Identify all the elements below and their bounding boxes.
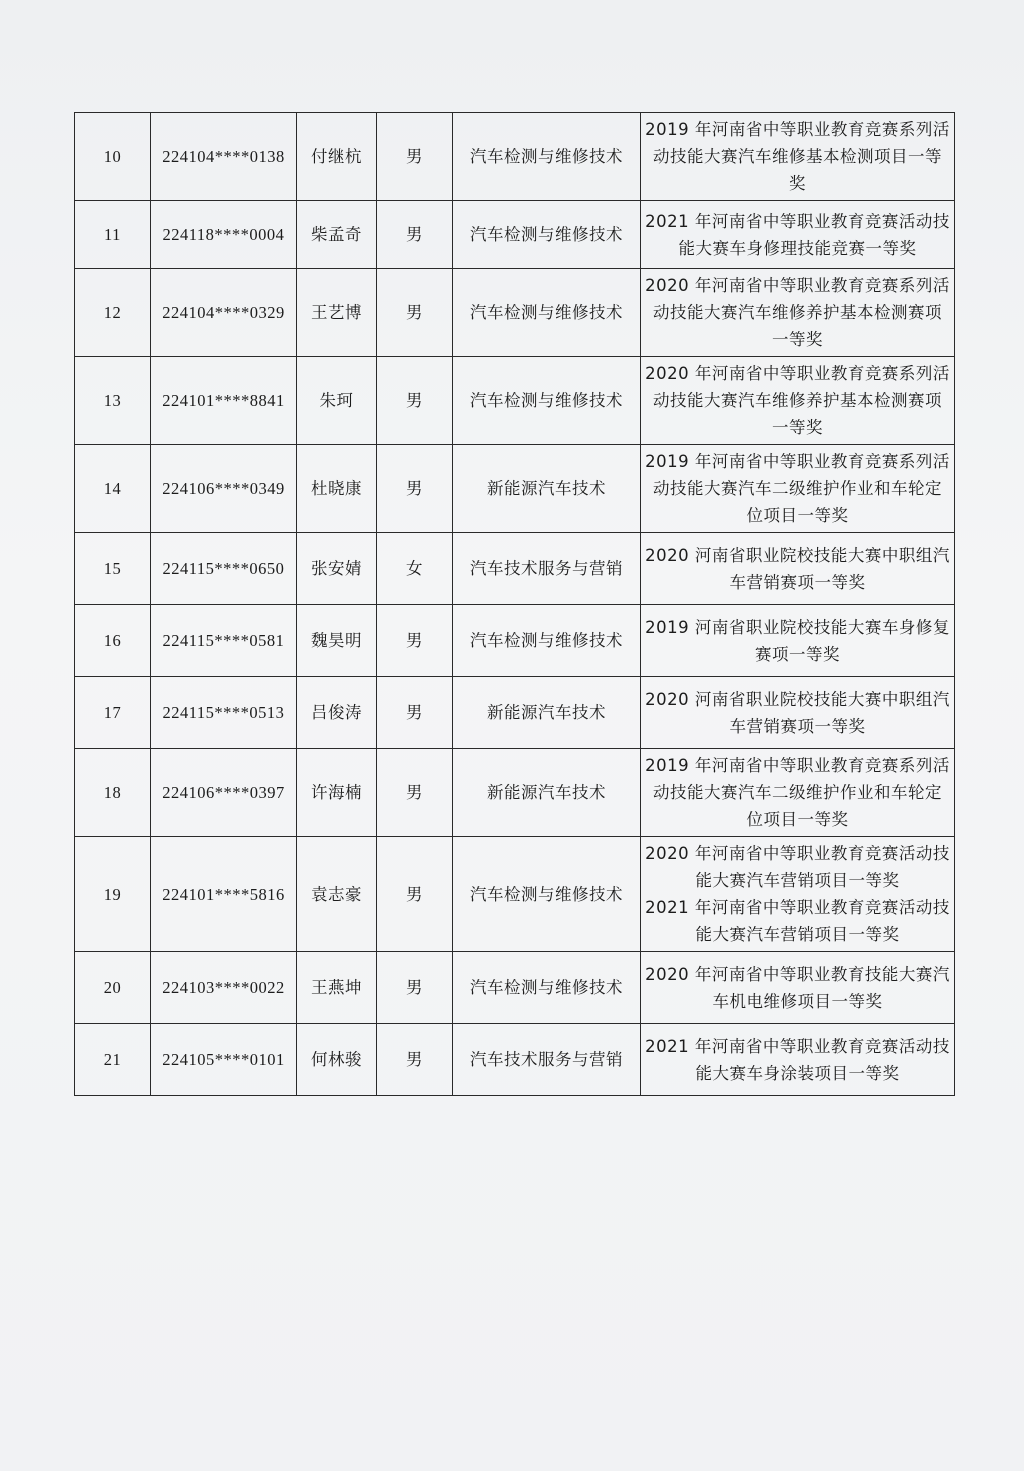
row-number: 21 (75, 1024, 151, 1096)
award-line: 2020 年河南省中等职业教育竞赛活动技能大赛汽车营销项目一等奖 (645, 844, 950, 890)
row-number: 20 (75, 952, 151, 1024)
student-name: 魏昊明 (297, 605, 377, 677)
row-number: 14 (75, 445, 151, 533)
award-line: 2019 年河南省中等职业教育竞赛系列活动技能大赛汽车二级维护作业和车轮定位项目一等奖 (645, 452, 950, 525)
award-description (641, 749, 955, 837)
row-number: 18 (75, 749, 151, 837)
student-id: 224105****0101 (151, 1024, 297, 1096)
award-line: 2020 河南省职业院校技能大赛中职组汽车营销赛项一等奖 (645, 545, 950, 592)
award-line: 2019 河南省职业院校技能大赛车身修复赛项一等奖 (645, 617, 950, 664)
student-major: 汽车检测与维修技术 (453, 837, 641, 952)
student-gender: 男 (377, 952, 453, 1024)
award-line: 2020 年河南省中等职业教育竞赛系列活动技能大赛汽车维修养护基本检测赛项一等奖 (645, 276, 950, 349)
student-major: 新能源汽车技术 (453, 677, 641, 749)
row-number: 15 (75, 533, 151, 605)
award-description (641, 113, 955, 201)
student-major: 汽车检测与维修技术 (453, 269, 641, 357)
student-major: 新能源汽车技术 (453, 445, 641, 533)
student-name: 许海楠 (297, 749, 377, 837)
student-gender: 男 (377, 113, 453, 201)
award-line: 2021 年河南省中等职业教育竞赛活动技能大赛车身修理技能竞赛一等奖 (645, 211, 950, 258)
student-name: 袁志豪 (297, 837, 377, 952)
row-number: 10 (75, 113, 151, 201)
student-gender: 男 (377, 445, 453, 533)
student-name: 柴孟奇 (297, 201, 377, 269)
award-description (641, 445, 955, 533)
row-number: 16 (75, 605, 151, 677)
award-description (641, 837, 955, 952)
table-row (75, 677, 955, 749)
student-name: 王艺博 (297, 269, 377, 357)
table-row (75, 1024, 955, 1096)
table-row (75, 533, 955, 605)
student-gender: 男 (377, 677, 453, 749)
award-line: 2019 年河南省中等职业教育竞赛系列活动技能大赛汽车维修基本检测项目一等奖 (645, 120, 950, 193)
student-gender: 男 (377, 837, 453, 952)
table-row (75, 357, 955, 445)
student-id: 224104****0329 (151, 269, 297, 357)
student-name: 朱珂 (297, 357, 377, 445)
student-name: 吕俊涛 (297, 677, 377, 749)
student-major: 汽车检测与维修技术 (453, 357, 641, 445)
student-id: 224118****0004 (151, 201, 297, 269)
row-number: 17 (75, 677, 151, 749)
table-row (75, 837, 955, 952)
student-gender: 男 (377, 1024, 453, 1096)
table-row (75, 113, 955, 201)
student-major: 新能源汽车技术 (453, 749, 641, 837)
student-gender: 男 (377, 269, 453, 357)
award-roster-table (74, 112, 955, 1096)
student-gender: 女 (377, 533, 453, 605)
award-line: 2019 年河南省中等职业教育竞赛系列活动技能大赛汽车二级维护作业和车轮定位项目一等奖 (645, 756, 950, 829)
award-line: 2021 年河南省中等职业教育竞赛活动技能大赛车身涂装项目一等奖 (645, 1036, 950, 1083)
student-gender: 男 (377, 749, 453, 837)
student-id: 224101****8841 (151, 357, 297, 445)
award-description (641, 605, 955, 677)
student-name: 张安婧 (297, 533, 377, 605)
row-number: 13 (75, 357, 151, 445)
table-row (75, 749, 955, 837)
award-description (641, 677, 955, 749)
student-id: 224106****0349 (151, 445, 297, 533)
student-gender: 男 (377, 357, 453, 445)
award-description (641, 952, 955, 1024)
award-description (641, 533, 955, 605)
table-body (75, 113, 955, 1096)
student-major: 汽车检测与维修技术 (453, 605, 641, 677)
award-line: 2021 年河南省中等职业教育竞赛活动技能大赛汽车营销项目一等奖 (645, 898, 950, 944)
student-major: 汽车技术服务与营销 (453, 1024, 641, 1096)
table-row (75, 445, 955, 533)
student-name: 何林骏 (297, 1024, 377, 1096)
student-major: 汽车检测与维修技术 (453, 201, 641, 269)
award-line: 2020 年河南省中等职业教育竞赛系列活动技能大赛汽车维修养护基本检测赛项一等奖 (645, 364, 950, 437)
student-id: 224115****0513 (151, 677, 297, 749)
row-number: 19 (75, 837, 151, 952)
student-name: 杜晓康 (297, 445, 377, 533)
student-major: 汽车检测与维修技术 (453, 113, 641, 201)
row-number: 12 (75, 269, 151, 357)
student-major: 汽车检测与维修技术 (453, 952, 641, 1024)
award-line: 2020 河南省职业院校技能大赛中职组汽车营销赛项一等奖 (645, 689, 950, 736)
student-id: 224115****0581 (151, 605, 297, 677)
student-id: 224104****0138 (151, 113, 297, 201)
table-row (75, 201, 955, 269)
award-description (641, 357, 955, 445)
award-description (641, 201, 955, 269)
table-row (75, 952, 955, 1024)
student-id: 224106****0397 (151, 749, 297, 837)
row-number: 11 (75, 201, 151, 269)
student-id: 224101****5816 (151, 837, 297, 952)
table-row (75, 605, 955, 677)
award-description (641, 1024, 955, 1096)
student-id: 224115****0650 (151, 533, 297, 605)
student-gender: 男 (377, 201, 453, 269)
student-major: 汽车技术服务与营销 (453, 533, 641, 605)
table-row (75, 269, 955, 357)
student-gender: 男 (377, 605, 453, 677)
award-description (641, 269, 955, 357)
award-line: 2020 年河南省中等职业教育技能大赛汽车机电维修项目一等奖 (645, 964, 950, 1011)
student-name: 王燕坤 (297, 952, 377, 1024)
student-name: 付继杭 (297, 113, 377, 201)
student-id: 224103****0022 (151, 952, 297, 1024)
